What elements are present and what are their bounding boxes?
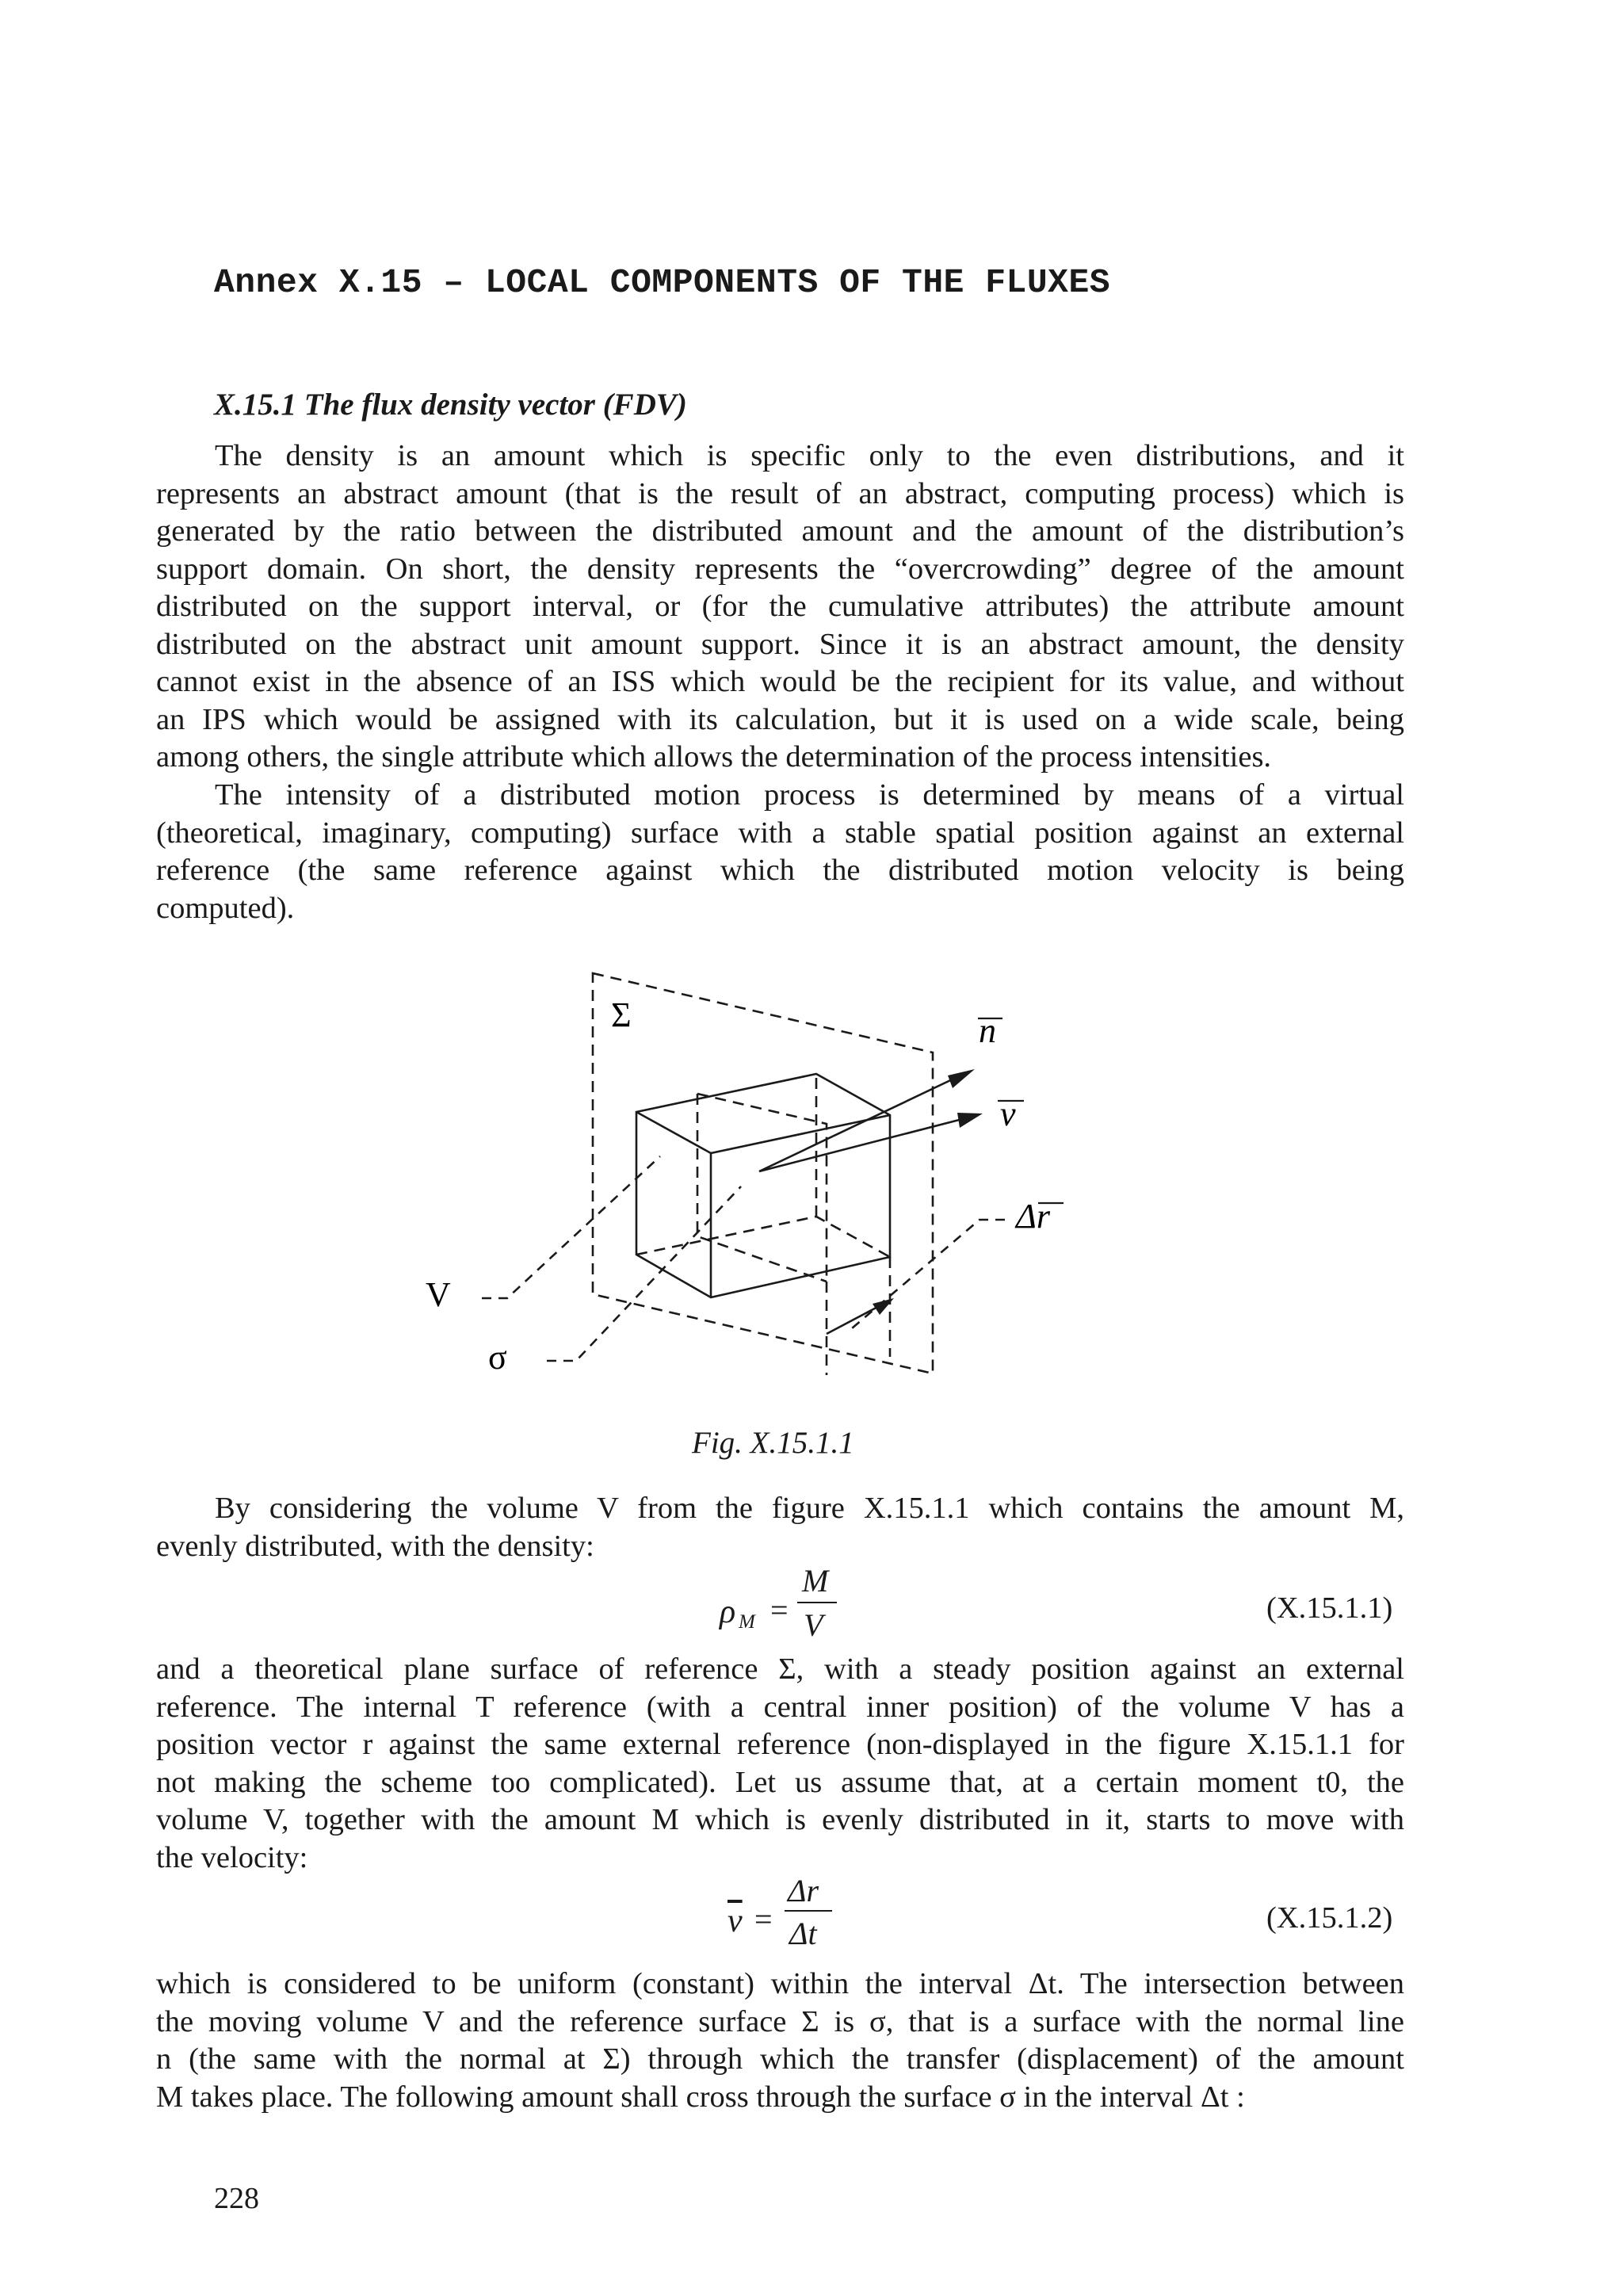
text-line: which is considered to be uniform (constant) within the interval Δt. The intersection between xyxy=(156,1967,1404,2000)
label-sigma-upper: Σ xyxy=(611,995,632,1034)
velocity-vector-v xyxy=(759,1117,968,1171)
paragraph-intersection xyxy=(156,1966,1404,2116)
text-line: position vector r against the same external reference (non-displayed in the figure X.15.1.1 for xyxy=(156,1728,1404,1761)
label-delta-r: Δr xyxy=(1016,1197,1050,1236)
text-line: computed). xyxy=(156,891,295,925)
eq2-numerator: Δr xyxy=(788,1873,819,1908)
annex-heading: Annex X.15 – LOCAL COMPONENTS OF THE FLUXES xyxy=(214,263,1111,302)
cube-hidden-edges xyxy=(636,1074,890,1257)
text-line: among others, the single attribute which allows the determination of the process intensities. xyxy=(156,740,1272,774)
text-line: distributed on the abstract unit amount support. Since it is an abstract amount, the density xyxy=(156,627,1404,661)
equation-number-1: (X.15.1.1) xyxy=(1266,1591,1393,1625)
text-line: M takes place. The following amount shall cross through the surface σ in the interval Δt : xyxy=(156,2080,1245,2114)
text-line: distributed on the support interval, or (for the cumulative attributes) the attribute amount xyxy=(156,590,1404,623)
eq1-rho: ρ xyxy=(720,1594,736,1630)
leader-delta-r xyxy=(852,1220,1005,1328)
volume-cube xyxy=(636,1074,890,1297)
label-n: n xyxy=(979,1011,996,1050)
paragraph-reference xyxy=(156,1651,1404,1877)
section-sigma xyxy=(697,1094,827,1282)
paragraph-volume xyxy=(156,1490,1404,1565)
text-line: evenly distributed, with the density: xyxy=(156,1529,594,1563)
eq2-equals: = xyxy=(754,1901,773,1937)
text-line: reference (the same reference against which the distributed motion velocity is being xyxy=(156,854,1404,887)
text-line: and a theoretical plane surface of reference Σ, with a steady position against an external xyxy=(156,1652,1404,1686)
text-line: the velocity: xyxy=(156,1840,308,1874)
text-line: reference. The internal T reference (with a central inner position) of the volume V has a xyxy=(156,1690,1404,1724)
text-line: an IPS which would be assigned with its calculation, but it is used on a wide scale, being xyxy=(156,702,1404,736)
normal-vector-n xyxy=(759,1075,960,1171)
eq2-denominator: Δt xyxy=(789,1916,817,1951)
delta-r-vector xyxy=(827,1304,884,1334)
label-V: V xyxy=(426,1275,451,1314)
reference-plane-sigma xyxy=(593,973,933,1373)
text-line: By considering the volume V from the figure X.15.1.1 which contains the amount M, xyxy=(215,1492,1404,1525)
label-v: v xyxy=(1000,1095,1016,1133)
text-line: (theoretical, imaginary, computing) surface with a stable spatial position against an external xyxy=(156,816,1404,850)
leader-V xyxy=(482,1156,660,1298)
equation-number-2: (X.15.1.2) xyxy=(1266,1901,1393,1935)
eq1-equals: = xyxy=(770,1592,789,1628)
eq1-numerator: M xyxy=(802,1563,829,1599)
section-subheading: X.15.1 The flux density vector (FDV) xyxy=(214,388,687,422)
arrowhead-v xyxy=(957,1113,983,1128)
figure-caption: Fig. X.15.1.1 xyxy=(692,1426,854,1460)
text-line: represents an abstract amount (that is the result of an abstract, computing process) which is xyxy=(156,476,1404,510)
equation-velocity xyxy=(727,1873,846,1966)
text-line: cannot exist in the absence of an ISS which would be the recipient for its value, and without xyxy=(156,665,1404,698)
cube-front-edge xyxy=(636,1112,890,1297)
page-number: 228 xyxy=(214,2182,259,2215)
text-line: volume V, together with the amount M which is evenly distributed in it, starts to move with xyxy=(156,1803,1404,1836)
label-sigma-lower: σ xyxy=(488,1338,507,1377)
text-line: generated by the ratio between the distributed amount and the amount of the distribution’s xyxy=(156,514,1404,548)
text-line: not making the scheme too complicated). Let us assume that, at a certain moment t0, the xyxy=(156,1765,1404,1799)
equation-density xyxy=(720,1565,846,1652)
arrowhead-n xyxy=(948,1069,975,1088)
eq1-denominator: V xyxy=(804,1607,823,1643)
text-line: The intensity of a distributed motion process is determined by means of a virtual xyxy=(215,778,1404,812)
text-line: The density is an amount which is specific only to the even distributions, and it xyxy=(215,439,1404,472)
eq1-subscript: M xyxy=(739,1611,755,1633)
text-line: support domain. On short, the density represents the “overcrowding” degree of the amount xyxy=(156,552,1404,586)
eq1-fraction-bar xyxy=(797,1602,837,1603)
eq2-fraction-bar xyxy=(785,1910,832,1912)
text-line: n (the same with the normal at Σ) through which the transfer (displacement) of the amount xyxy=(156,2042,1404,2076)
text-line: the moving volume V and the reference surface Σ is σ, that is a surface with the normal line xyxy=(156,2004,1404,2038)
eq2-v: $\overline{v}$ xyxy=(727,1903,743,1939)
